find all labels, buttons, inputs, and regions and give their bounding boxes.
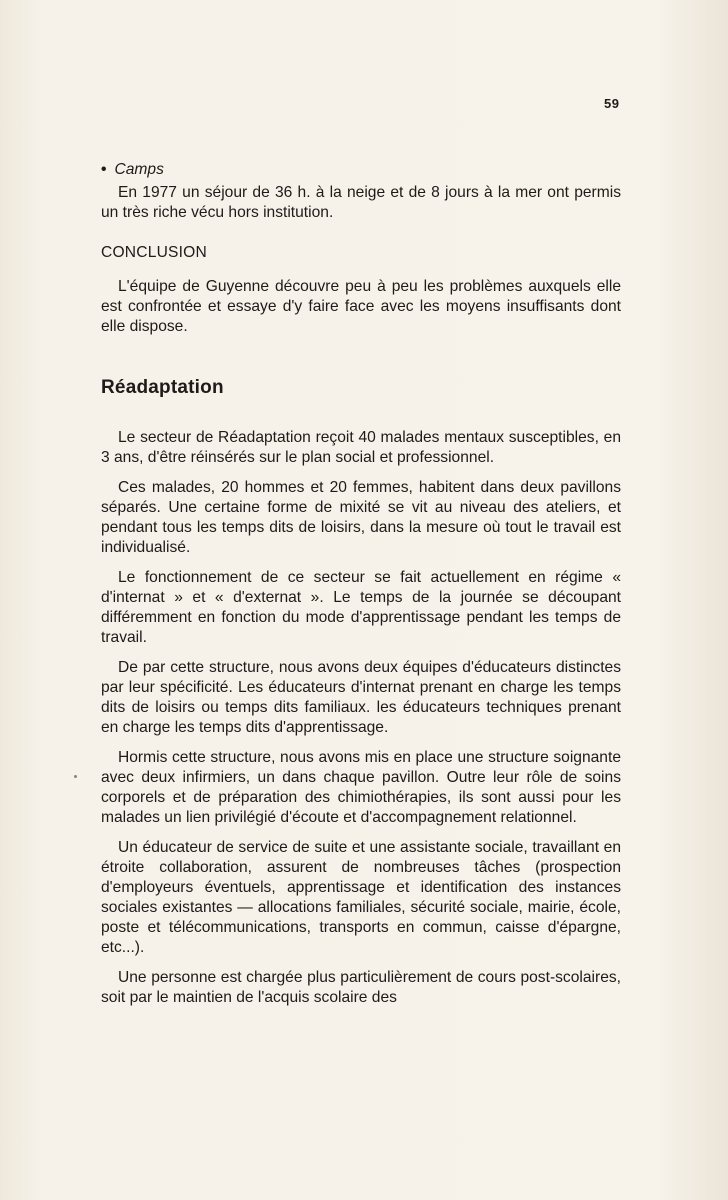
paragraph: Le secteur de Réadaptation reçoit 40 malades mentaux susceptibles, en 3 ans, d'être réinsérés sur le plan social et professionnel.: [101, 429, 621, 466]
paragraph: Le fonctionnement de ce secteur se fait actuellement en régime « d'internat » et « d'externat ». Le temps de la journée se découpant différemment en fonction du mode d'apprentissage pendant les temps de travail.: [101, 569, 621, 646]
section-heading: Réadaptation: [101, 377, 224, 398]
paragraph: Hormis cette structure, nous avons mis en place une structure soignante avec deux infirmiers, un dans chaque pavillon. Outre leur rôle de soins corporels et de préparation des chimiothérapies, ils sont aussi pour les malades un lien privilégié d'écoute et d'accompagnement relationnel.: [101, 749, 621, 826]
camps-paragraph: En 1977 un séjour de 36 h. à la neige et de 8 jours à la mer ont permis un très riche vécu hors institution.: [101, 184, 621, 221]
camps-item: [101, 160, 164, 180]
page-number: 59: [604, 96, 620, 111]
conclusion-heading: CONCLUSION: [101, 244, 207, 261]
conclusion-paragraph: L'équipe de Guyenne découvre peu à peu les problèmes auxquels elle est confrontée et essaye d'y faire face avec les moyens insuffisants dont elle dispose.: [101, 278, 621, 335]
paragraph: Une personne est chargée plus particulièrement de cours post-scolaires, soit par le maintien de l'acquis scolaire des: [101, 969, 621, 1006]
paragraph: Un éducateur de service de suite et une assistante sociale, travaillant en étroite collaboration, assurent de nombreuses tâches (prospection d'employeurs éventuels, apprentissage et identification des instances sociales existantes — allocations familiales, sécurité sociale, mairie, école, poste et télécommunications, transports en commun, caisse d'épargne, etc...).: [101, 839, 621, 956]
bullet-icon: •: [101, 161, 107, 178]
paragraph: De par cette structure, nous avons deux équipes d'éducateurs distinctes par leur spécificité. Les éducateurs d'internat prenant en charge les temps dits de loisirs ou temps dits familiaux. les éducateurs techniques prenant en charge les temps dits d'apprentissage.: [101, 659, 621, 736]
section-body: [101, 428, 621, 1008]
camps-label: Camps: [114, 161, 164, 178]
conclusion-text-block: [101, 277, 621, 337]
camps-text-block: [101, 183, 621, 223]
print-speck: [74, 775, 77, 778]
paragraph: Ces malades, 20 hommes et 20 femmes, habitent dans deux pavillons séparés. Une certaine forme de mixité se vit au niveau des ateliers, et pendant tous les temps dits de loisirs, dans la mesure où tout le travail est individualisé.: [101, 479, 621, 556]
